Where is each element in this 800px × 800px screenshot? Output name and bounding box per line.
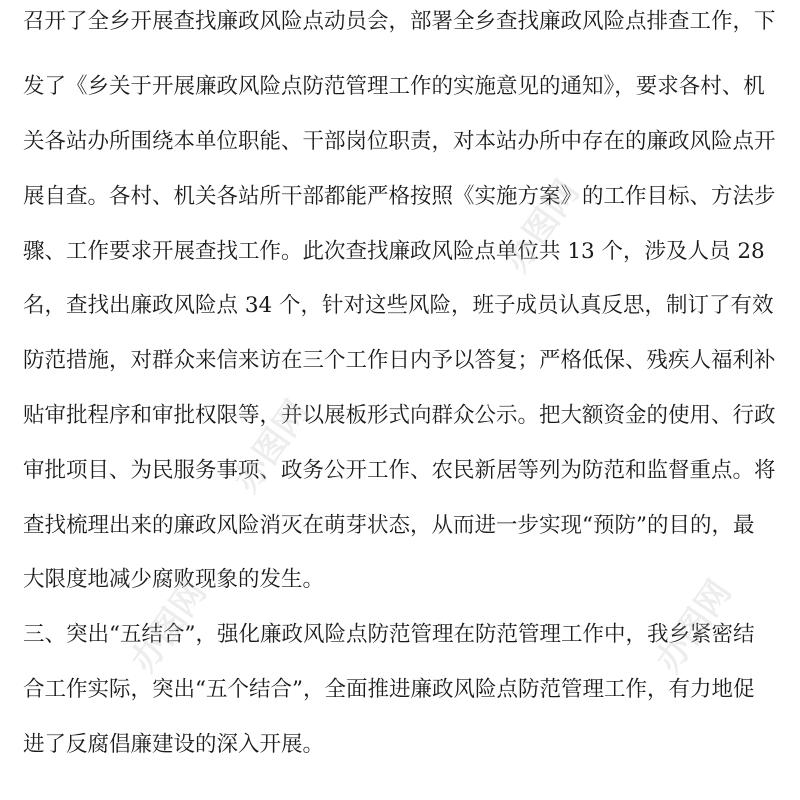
text-line: 大限度地减少腐败现象的发生。 — [23, 567, 325, 592]
section-heading-line: 三、突出“五结合”，强化廉政风险点防范管理在防范管理工作中，我乡紧密结 — [23, 622, 755, 647]
text-line: 审批项目、为民服务事项、政务公开工作、农民新居等列为防范和监督重点。将 — [23, 458, 776, 483]
watermark: 办图网 — [226, 393, 318, 500]
text-line: 召开了全乡开展查找廉政风险点动员会，部署全乡查找廉政风险点排查工作，下 — [23, 9, 776, 34]
text-line: 骤、工作要求开展查找工作。此次查找廉政风险点单位共 13 个，涉及人员 28 — [23, 239, 765, 264]
watermark: 办图网 — [496, 173, 588, 280]
watermark: 办图网 — [123, 573, 215, 680]
text-line: 贴审批程序和审批权限等，并以展板形式向群众公示。把大额资金的使用、行政 — [23, 403, 776, 428]
watermark: 办图网 — [648, 573, 740, 680]
text-line: 防范措施，对群众来信来访在三个工作日内予以答复；严格低保、残疾人福利补 — [23, 348, 776, 373]
text-line: 关各站办所围绕本单位职能、干部岗位职责，对本站办所中存在的廉政风险点开 — [23, 129, 776, 154]
text-line: 名，查找出廉政风险点 34 个，针对这些风险，班子成员认真反思，制订了有效 — [23, 293, 774, 318]
text-line: 发了《乡关于开展廉政风险点防范管理工作的实施意见的通知》，要求各村、机 — [23, 74, 765, 99]
text-line: 合工作实际，突出“五个结合”，全面推进廉政风险点防范管理工作，有力地促 — [23, 677, 755, 702]
text-line: 进了反腐倡廉建设的深入开展。 — [23, 732, 325, 757]
text-line: 展自查。各村、机关各站所干部都能严格按照《实施方案》的工作目标、方法步 — [23, 184, 776, 209]
text-line: 查找梳理出来的廉政风险消灭在萌芽状态，从而进一步实现“预防”的目的，最 — [23, 513, 755, 538]
